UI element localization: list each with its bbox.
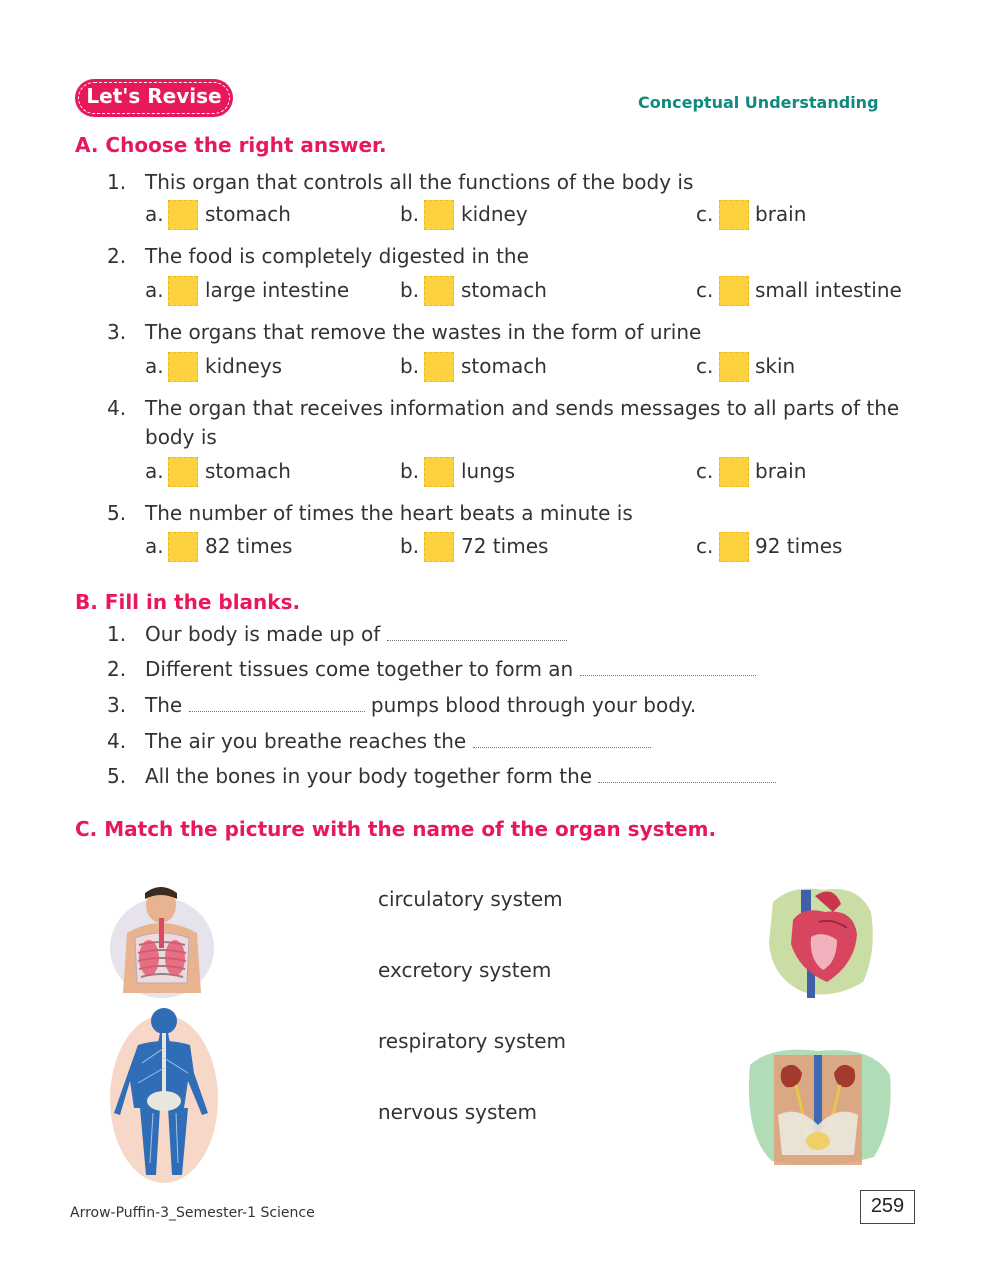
answer-checkbox[interactable] [168, 532, 198, 562]
match-name-respiratory[interactable]: respiratory system [378, 1029, 567, 1053]
option-text: stomach [461, 354, 547, 378]
option-letter: c. [696, 278, 714, 302]
blank-line[interactable] [189, 697, 365, 712]
answer-checkbox[interactable] [719, 276, 749, 306]
blank-sentence [145, 657, 756, 681]
answer-checkbox[interactable] [424, 200, 454, 230]
question-number: 1. [107, 170, 127, 194]
answer-checkbox[interactable] [168, 352, 198, 382]
option-letter: c. [696, 534, 714, 558]
answer-checkbox[interactable] [424, 352, 454, 382]
blank-sentence [145, 764, 776, 788]
page-number: 259 [860, 1190, 915, 1224]
option-text: stomach [461, 278, 547, 302]
question-number: 2. [107, 244, 127, 268]
blank-line[interactable] [387, 626, 567, 641]
respiratory-system-picture[interactable] [105, 883, 220, 1003]
item-number: 1. [107, 622, 127, 646]
option-text: stomach [205, 202, 291, 226]
item-number: 3. [107, 693, 127, 717]
answer-checkbox[interactable] [719, 352, 749, 382]
option-letter: a. [145, 202, 164, 226]
option-letter: b. [400, 278, 420, 302]
blank-item [107, 622, 126, 646]
match-name-circulatory[interactable]: circulatory system [378, 887, 563, 911]
option-letter: c. [696, 202, 714, 226]
answer-checkbox[interactable] [719, 457, 749, 487]
blank-item [107, 657, 126, 681]
lets-revise-badge [75, 79, 233, 117]
section-c-title: C. Match the picture with the name of the organ system. [75, 817, 717, 841]
blank-line[interactable] [580, 661, 756, 676]
option-text: 72 times [461, 534, 549, 558]
answer-checkbox[interactable] [168, 276, 198, 306]
heart-picture[interactable] [763, 882, 878, 1000]
option-text: 82 times [205, 534, 293, 558]
option-text: brain [755, 459, 807, 483]
footer-text: Arrow-Puffin-3_Semester-1 Science [70, 1205, 315, 1221]
item-number: 5. [107, 764, 127, 788]
option-text: lungs [461, 459, 516, 483]
answer-checkbox[interactable] [168, 200, 198, 230]
option-letter: b. [400, 459, 420, 483]
option-letter: b. [400, 202, 420, 226]
answer-checkbox[interactable] [168, 457, 198, 487]
option-letter: a. [145, 278, 164, 302]
sentence-text: All the bones in your body together form the [145, 764, 593, 788]
option-letter: c. [696, 459, 714, 483]
item-number: 4. [107, 729, 127, 753]
question-number: 3. [107, 320, 127, 344]
option-text: kidneys [205, 354, 283, 378]
option-text: large intestine [205, 278, 350, 302]
question-text: The organs that remove the wastes in the form of urine [145, 320, 702, 344]
sentence-text: Our body is made up of [145, 622, 381, 646]
blank-sentence [145, 729, 651, 753]
sentence-text: Different tissues come together to form an [145, 657, 574, 681]
option-text: small intestine [755, 278, 902, 302]
match-name-nervous[interactable]: nervous system [378, 1100, 538, 1124]
option-letter: a. [145, 534, 164, 558]
question-number: 4. [107, 396, 127, 420]
question-text: This organ that controls all the functions of the body is [145, 170, 694, 194]
item-number: 2. [107, 657, 127, 681]
answer-checkbox[interactable] [424, 276, 454, 306]
answer-checkbox[interactable] [424, 457, 454, 487]
question-text: The food is completely digested in the [145, 244, 529, 268]
blank-line[interactable] [598, 768, 776, 783]
blank-sentence [145, 622, 567, 646]
section-b-title: B. Fill in the blanks. [75, 590, 301, 614]
option-letter: a. [145, 354, 164, 378]
answer-checkbox[interactable] [719, 532, 749, 562]
conceptual-understanding-tag: Conceptual Understanding [638, 93, 879, 112]
option-text: kidney [461, 202, 528, 226]
blank-line[interactable] [473, 733, 651, 748]
badge-label: Let's Revise [86, 84, 222, 108]
option-letter: b. [400, 534, 420, 558]
blank-item [107, 693, 126, 717]
blank-sentence [145, 693, 696, 717]
question-text: The organ that receives information and sends messages to all parts of the [145, 396, 900, 420]
section-a-title: A. Choose the right answer. [75, 133, 387, 157]
option-text: skin [755, 354, 796, 378]
option-letter: a. [145, 459, 164, 483]
option-text: stomach [205, 459, 291, 483]
question-text: The number of times the heart beats a minute is [145, 501, 633, 525]
answer-checkbox[interactable] [424, 532, 454, 562]
sentence-text-after: pumps blood through your body. [370, 693, 697, 717]
sentence-text: The air you breathe reaches the [145, 729, 467, 753]
question-number: 5. [107, 501, 127, 525]
nervous-system-picture[interactable] [108, 1003, 220, 1185]
match-name-excretory[interactable]: excretory system [378, 958, 552, 982]
option-letter: c. [696, 354, 714, 378]
option-text: 92 times [755, 534, 843, 558]
answer-checkbox[interactable] [719, 200, 749, 230]
excretory-system-picture[interactable] [742, 1045, 894, 1170]
question-text-continued: body is [145, 425, 217, 449]
sentence-text: The [145, 693, 183, 717]
blank-item [107, 764, 126, 788]
option-letter: b. [400, 354, 420, 378]
blank-item [107, 729, 126, 753]
option-text: brain [755, 202, 807, 226]
